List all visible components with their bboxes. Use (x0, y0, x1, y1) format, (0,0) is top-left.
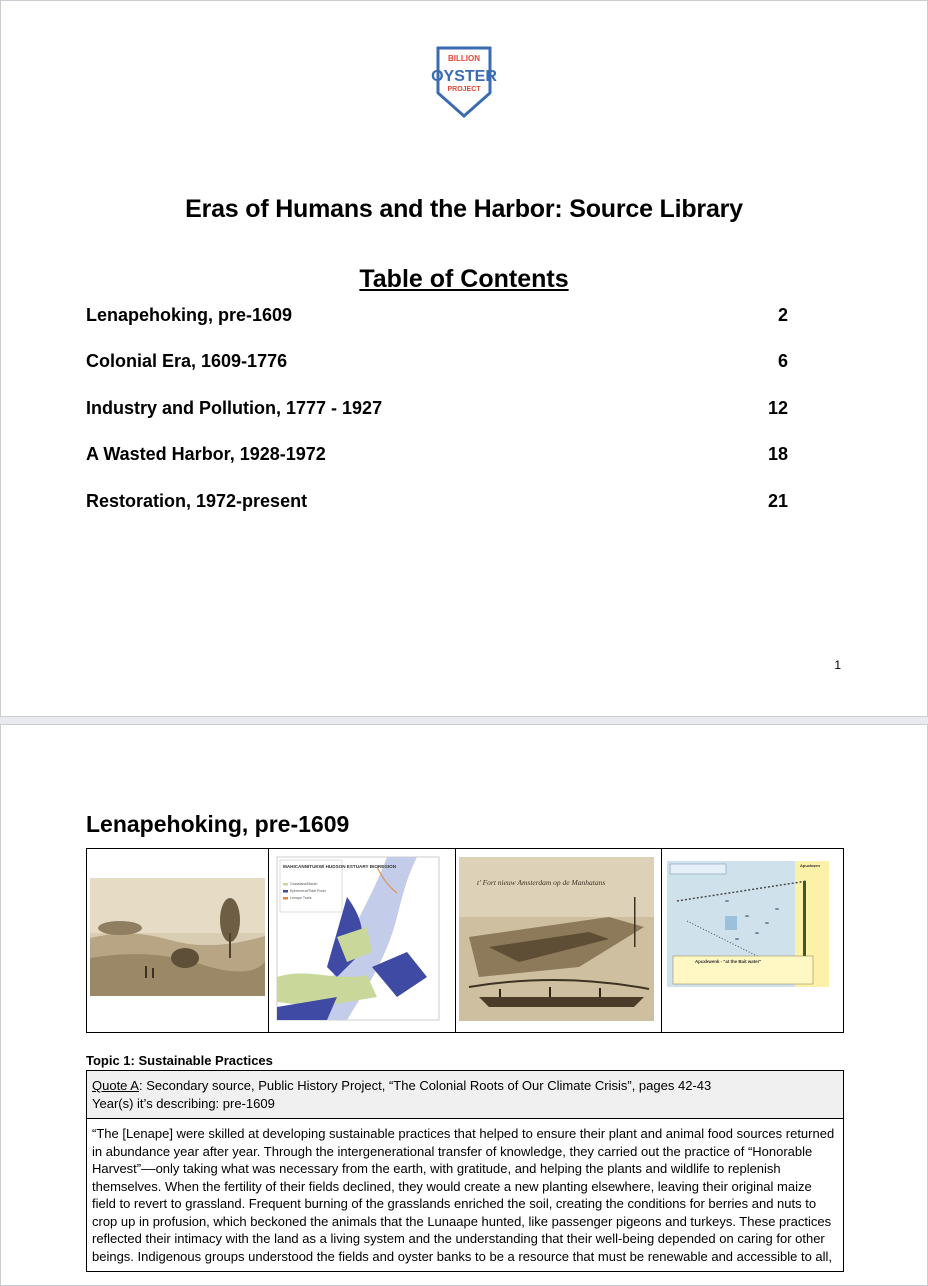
quote-text: “The [Lenape] were skilled at developing sustainable practices that helped to ensure their plant and animal food sources returned in abundance year after year. Through the intergenerational transfer of knowledge, they carried out the practice of “Honorable Harvest”––only taking what was necessary from the earth, with gratitude, and helping the plants and wildlife to replenish themselves. When the fertility of their fields declined, they would create a new planting elsewhere, leaving their original maize field to revert to grassland. Frequent burning of the grasslands enriched the soil, creating the conditions for berries and nuts to crop up in profusion, which beckoned the animals that the Lunaape hunted, like passenger pigeons and turkeys. These practices reflected their intimacy with the land as a living system and the understanding that their well-being depended on caring for other beings. Indigenous groups understood the fields and oyster banks to be a resource that must be renewable and accessible to all, (92, 1126, 835, 1264)
document-page-2 (0, 724, 928, 1286)
document-title: Eras of Humans and the Harbor: Source Library (185, 195, 743, 223)
image-cell (662, 849, 843, 1032)
toc-entry-label: Restoration, 1972-present (86, 491, 308, 511)
page-number: 1 (834, 658, 841, 672)
fishing-weir-diagram-image[interactable] (667, 861, 829, 987)
toc-entry[interactable] (86, 444, 788, 466)
section-title: Lenapehoking, pre-1609 (86, 811, 350, 837)
toc-entry[interactable] (86, 305, 788, 327)
toc-entry-page: 2 (777, 305, 788, 325)
image-cell (269, 849, 455, 1032)
toc-entry-label: A Wasted Harbor, 1928-1972 (86, 444, 326, 464)
billion-oyster-project-logo (431, 45, 497, 119)
toc-entry-page: 18 (767, 444, 788, 464)
quote-source: : Secondary source, Public History Project, “The Colonial Roots of Our Climate Crisis”, pages 42-43 (138, 1078, 712, 1093)
map-title: MAHICANNITUKW/ HUDSON ESTUARY BIOREGION (283, 864, 397, 869)
quote-source-line (92, 1077, 837, 1095)
map-legend-item: Ephemeral/Tidal Pools (290, 889, 327, 893)
logo-text-project: PROJECT (447, 86, 481, 93)
landscape-engraving-image[interactable] (90, 878, 265, 996)
toc-entry-label: Lenapehoking, pre-1609 (86, 305, 293, 325)
toc-entry-label: Colonial Era, 1609-1776 (86, 351, 288, 371)
diagram-side-label: Apuxkwen (799, 863, 820, 868)
image-cell (456, 849, 662, 1032)
toc-entry-page: 21 (767, 491, 788, 511)
image-table (86, 848, 844, 1033)
toc-entry[interactable] (86, 351, 788, 373)
toc-heading: Table of Contents (359, 265, 569, 293)
toc-entry[interactable] (86, 491, 788, 513)
toc-entry[interactable] (86, 398, 788, 420)
toc-entry-page: 12 (767, 398, 788, 418)
logo-text-billion: BILLION (448, 54, 480, 63)
toc-entry-label: Industry and Pollution, 1777 - 1927 (86, 398, 383, 418)
map-legend-item: Lenape Trails (290, 896, 312, 900)
bioregion-map-image[interactable] (277, 857, 439, 1020)
map-legend-item: Grassland/Marsh (290, 882, 318, 886)
engraving-caption: t' Fort nieuw Amsterdam op de Manhatans (476, 878, 605, 887)
quote-label: Quote A (92, 1078, 139, 1093)
quote-header (87, 1071, 843, 1119)
diagram-title: Apuxkwenk - "at the Bait water" (694, 959, 762, 964)
quote-years: Year(s) it’s describing: pre-1609 (92, 1095, 275, 1111)
logo-text-oyster: OYSTER (431, 68, 497, 85)
fort-nieuw-amsterdam-image[interactable] (459, 857, 654, 1021)
quote-table (86, 1070, 844, 1272)
toc-entry-page: 6 (777, 351, 788, 371)
topic-heading: Topic 1: Sustainable Practices (86, 1053, 273, 1068)
image-cell (87, 849, 269, 1032)
